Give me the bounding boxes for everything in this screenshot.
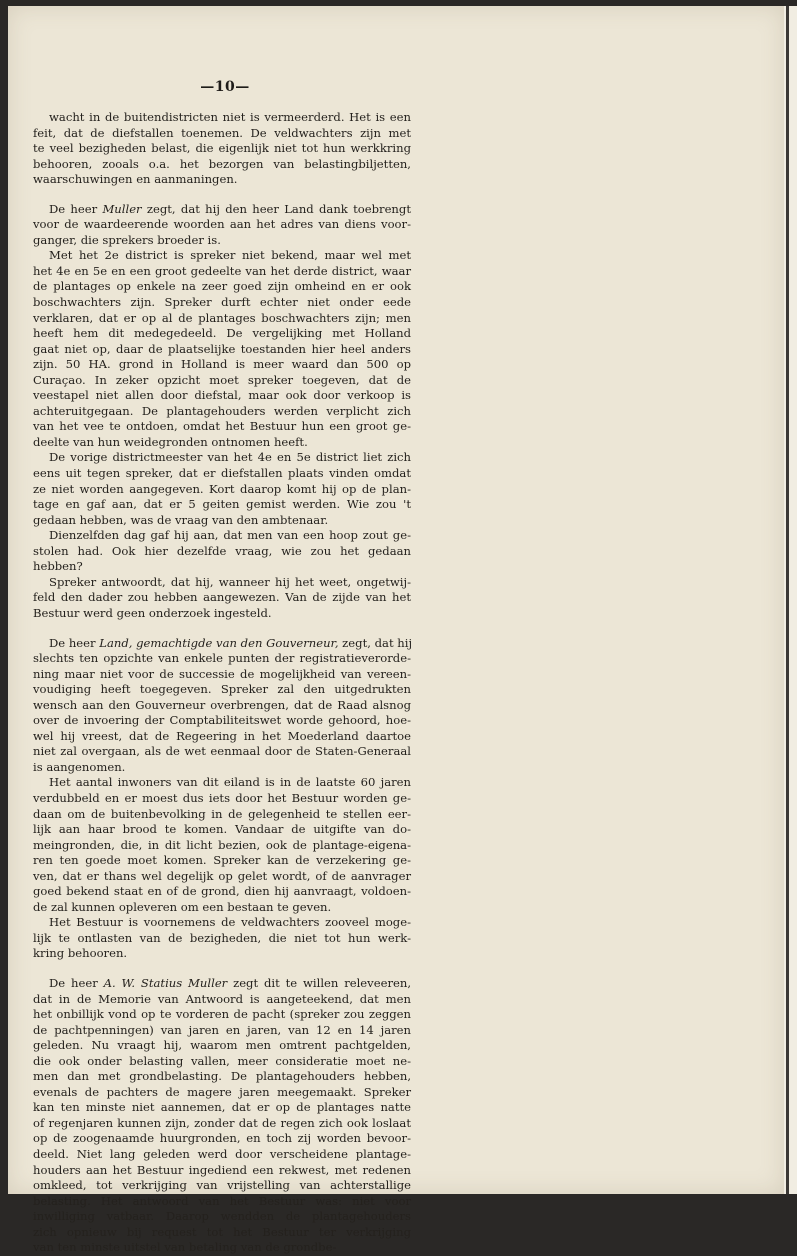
text-line: [33, 279, 411, 295]
text-line: [33, 1131, 411, 1147]
text-line: [33, 419, 411, 435]
text-run: men dan met grondbelasting. De plantagehouders hebben,: [33, 1069, 411, 1084]
text-line: [33, 126, 411, 142]
text-run: ren ten goede moet komen. Spreker kan de verzekering ge-: [33, 853, 411, 868]
text-run: kring behooren.: [33, 946, 128, 961]
page-edge: [784, 6, 797, 1194]
text-run: de pachtpenningen) van jaren en jaren, van 12 en 14 jaren: [33, 1022, 411, 1037]
text-line: [33, 775, 411, 791]
text-line: [33, 698, 411, 714]
text-run: inwilliging vatbaar. Daarop wendden de plantagehouders: [33, 1209, 411, 1224]
text-line: [33, 1085, 411, 1101]
text-run: het 4e en 5e en een groot gedeelte van het derde district, waar: [33, 263, 411, 278]
text-line: [33, 838, 411, 854]
text-run: deeld. Niet lang geleden werd door verscheidene plantage-: [33, 1147, 411, 1161]
text-line: [33, 992, 411, 1008]
text-run: stolen had. Ook hier dezelfde vraag, wie zou het gedaan: [33, 543, 411, 558]
text-line: [33, 636, 411, 652]
text-line: [33, 915, 411, 931]
text-line: [33, 264, 411, 280]
text-line: [33, 1069, 411, 1085]
text-run: Dienzelfden dag gaf hij aan, dat men van een hoop zout ge-: [49, 528, 411, 543]
text-run: waarschuwingen en aanmaningen.: [33, 172, 238, 187]
text-run: die ook onder belasting vallen, meer consideratie moet ne-: [33, 1053, 411, 1068]
text-run: hebben?: [33, 559, 83, 574]
paragraph-gap: [33, 188, 411, 202]
text-run: Bestuur werd geen onderzoek ingesteld.: [33, 605, 272, 620]
text-line: [33, 248, 411, 264]
text-line: [33, 1163, 411, 1179]
text-line: [33, 295, 411, 311]
text-line: [33, 1209, 411, 1225]
text-run: meingronden, die, in dit licht bezien, ook de plantage-eigena-: [33, 837, 411, 852]
text-line: [33, 404, 411, 420]
text-run: behooren, zooals o.a. het bezorgen van belastingbiljetten,: [33, 156, 411, 171]
text-run: houders aan het Bestuur ingediend een rekwest, met redenen: [33, 1162, 411, 1177]
text-run: wel hij vreest, dat de Regeering in het Moederland daartoe: [33, 728, 411, 743]
text-run: voudiging heeft toegegeven. Spreker zal den uitgedrukten: [33, 682, 411, 697]
text-line: [33, 900, 411, 916]
text-run: Het Bestuur is voornemens de veldwachters zooveel moge-: [49, 915, 411, 930]
text-run: zijn. 50 HA. grond in Holland is meer waard dan 500 op: [33, 357, 411, 372]
text-run: zegt dit te willen releveeren,: [227, 975, 411, 990]
text-run: te veel bezigheden belast, die eigenlijk niet tot hun werkkring: [33, 141, 411, 156]
text-run: veestapel niet allen door diefstal, maar ook door verkoop is: [33, 388, 411, 403]
text-line: [33, 1100, 411, 1116]
text-line: [33, 590, 411, 606]
text-line: [33, 141, 411, 157]
text-line: [33, 682, 411, 698]
document-body: [33, 110, 411, 1256]
text-run: ze niet worden aangegeven. Kort daarop komt hij op de plan-: [33, 481, 411, 496]
text-run: omkleed, tot verkrijging van vrijstelling van achterstallige: [33, 1178, 411, 1193]
text-line: [33, 1225, 411, 1241]
text-run: op de zoogenaamde huurgronden, en toch zij worden bevoor-: [33, 1131, 411, 1146]
text-line: [33, 1194, 411, 1210]
text-run: lijk te ontlasten van de bezigheden, die niet tot hun werk-: [33, 930, 411, 945]
text-line: [33, 466, 411, 482]
italic-text: A. W. Statius Muller: [103, 975, 228, 990]
text-line: [33, 791, 411, 807]
text-line: [33, 1023, 411, 1039]
text-line: [33, 388, 411, 404]
text-run: gaat niet op, daar de plaatselijke toestanden hier heel anders: [33, 341, 411, 356]
text-line: [33, 575, 411, 591]
text-run: ven, dat er thans wel degelijk op gelet wordt, of de aanvrager: [33, 868, 411, 883]
text-line: [33, 233, 411, 249]
text-run: wensch aan den Gouverneur overbrengen, dat de Raad alsnog: [33, 697, 411, 712]
text-run: eens uit tegen spreker, dat er diefstallen plaats vinden omdat: [33, 466, 411, 481]
text-line: [33, 1116, 411, 1132]
text-line: [33, 435, 411, 451]
paragraph-gap: [33, 622, 411, 636]
text-run: van het vee te ontdoen, omdat het Bestuur hun een groot ge-: [33, 419, 411, 434]
text-run: Het aantal inwoners van dit eiland is in de laatste 60 jaren: [49, 775, 411, 790]
text-run: verdubbeld en er moest dus iets door het Bestuur worden ge-: [33, 790, 411, 805]
text-line: [33, 217, 411, 233]
text-run: slechts ten opzichte van enkele punten der registratieverorde-: [33, 651, 411, 666]
text-run: de zal kunnen opleveren om een bestaan te geven.: [33, 899, 332, 914]
text-line: [33, 729, 411, 745]
text-run: de plantages op enkele na zeer goed zijn omheind en er ook: [33, 279, 411, 294]
italic-text: Muller: [102, 201, 142, 216]
text-run: De heer: [49, 975, 104, 990]
text-line: [33, 326, 411, 342]
text-line: [33, 1147, 411, 1163]
text-run: belasting. Het antwoord van het Bestuur was: niet voor: [33, 1193, 411, 1208]
text-run: De heer: [49, 201, 103, 216]
text-line: [33, 157, 411, 173]
text-line: [33, 342, 411, 358]
text-run: voor de waardeerende woorden aan het adres van diens voor-: [33, 217, 411, 232]
text-line: [33, 528, 411, 544]
text-run: het onbillijk vond op te vorderen de pacht (spreker zou zeggen: [33, 1007, 411, 1022]
text-run: van ten minste uitstel van betaling van de grondbe-: [33, 1240, 337, 1255]
text-line: [33, 172, 411, 188]
text-run: ning maar niet voor de successie de mogelijkheid van vereen-: [33, 666, 411, 681]
text-run: goed bekend staat en of de grond, dien hij aanvraagt, voldoen-: [33, 884, 411, 899]
italic-text: Land, gemachtigde van den Gouverneur,: [99, 635, 339, 650]
text-line: [33, 869, 411, 885]
text-run: evenals de pachters de magere jaren meegemaakt. Spreker: [33, 1084, 411, 1099]
text-run: tage en gaf aan, dat er 5 geiten gemist werden. Wie zou 't: [33, 497, 411, 512]
text-line: [33, 606, 411, 622]
text-run: daan om de buitenbevolking in de gelegenheid te stellen eer-: [33, 806, 411, 821]
text-line: [33, 559, 411, 575]
text-run: gedaan hebben, was de vraag van den ambtenaar.: [33, 512, 329, 527]
text-run: zich opnieuw bij request tot het Bestuur ter verkrijging: [33, 1224, 411, 1239]
text-run: achteruitgegaan. De plantagehouders werden verplicht zich: [33, 403, 411, 418]
text-line: [33, 822, 411, 838]
text-run: boschwachters zijn. Spreker durft echter niet onder eede: [33, 295, 411, 310]
text-line: [33, 884, 411, 900]
paragraph-gap: [33, 962, 411, 976]
text-line: [33, 544, 411, 560]
text-run: of regenjaren kunnen zijn, zonder dat de regen zich ook loslaat: [33, 1115, 411, 1130]
text-line: [33, 931, 411, 947]
text-run: Met het 2e district is spreker niet bekend, maar wel met: [49, 248, 411, 263]
text-line: [33, 482, 411, 498]
text-run: ganger, die sprekers broeder is.: [33, 232, 221, 247]
text-line: [33, 976, 411, 992]
text-line: [33, 311, 411, 327]
text-run: dat in de Memorie van Antwoord is aangeteekend, dat men: [33, 991, 411, 1006]
text-line: [33, 807, 411, 823]
text-line: [33, 667, 411, 683]
text-run: feit, dat de diefstallen toenemen. De veldwachters zijn met: [33, 125, 411, 140]
text-line: [33, 513, 411, 529]
text-line: [33, 946, 411, 962]
text-run: feld den dader zou hebben aangewezen. Van de zijde van het: [33, 590, 411, 605]
text-line: [33, 744, 411, 760]
text-run: niet zal overgaan, als de wet eenmaal door de Staten-Generaal: [33, 744, 411, 759]
text-run: Spreker antwoordt, dat hij, wanneer hij het weet, ongetwij-: [49, 574, 411, 589]
text-run: lijk aan haar brood te komen. Vandaar de uitgifte van do-: [33, 822, 411, 837]
text-line: [33, 373, 411, 389]
text-line: [33, 497, 411, 513]
text-run: over de invoering der Comptabiliteitswet worde gehoord, hoe-: [33, 713, 411, 728]
text-run: verklaren, dat er op al de plantages boschwachters zijn; men: [33, 310, 411, 325]
text-run: De vorige districtmeester van het 4e en 5e district liet zich: [49, 450, 411, 465]
text-run: is aangenomen.: [33, 759, 126, 774]
text-line: [33, 357, 411, 373]
text-run: De heer: [49, 635, 100, 650]
text-line: [33, 651, 411, 667]
text-run: kan ten minste niet aannemen, dat er op de plantages natte: [33, 1100, 411, 1115]
text-line: [33, 1007, 411, 1023]
text-line: [33, 1240, 411, 1256]
text-run: heeft hem dit medegedeeld. De vergelijking met Holland: [33, 326, 411, 341]
text-run: Curaçao. In zeker opzicht moet spreker toegeven, dat de: [33, 372, 411, 387]
text-run: zegt, dat hij den heer Land dank toebrengt: [141, 201, 411, 216]
text-line: [33, 1054, 411, 1070]
text-line: [33, 1178, 411, 1194]
text-run: deelte van hun weidegronden ontnomen heeft.: [33, 434, 308, 449]
page-number: —10—: [200, 79, 250, 95]
text-line: [33, 713, 411, 729]
text-run: zegt, dat hij: [338, 635, 413, 650]
text-line: [33, 853, 411, 869]
text-line: [33, 110, 411, 126]
text-run: wacht in de buitendistricten niet is vermeerderd. Het is een: [49, 110, 411, 124]
text-line: [33, 1038, 411, 1054]
text-line: [33, 450, 411, 466]
text-line: [33, 760, 411, 776]
text-run: geleden. Nu vraagt hij, waarom men omtrent pachtgelden,: [33, 1038, 411, 1053]
text-line: [33, 202, 411, 218]
